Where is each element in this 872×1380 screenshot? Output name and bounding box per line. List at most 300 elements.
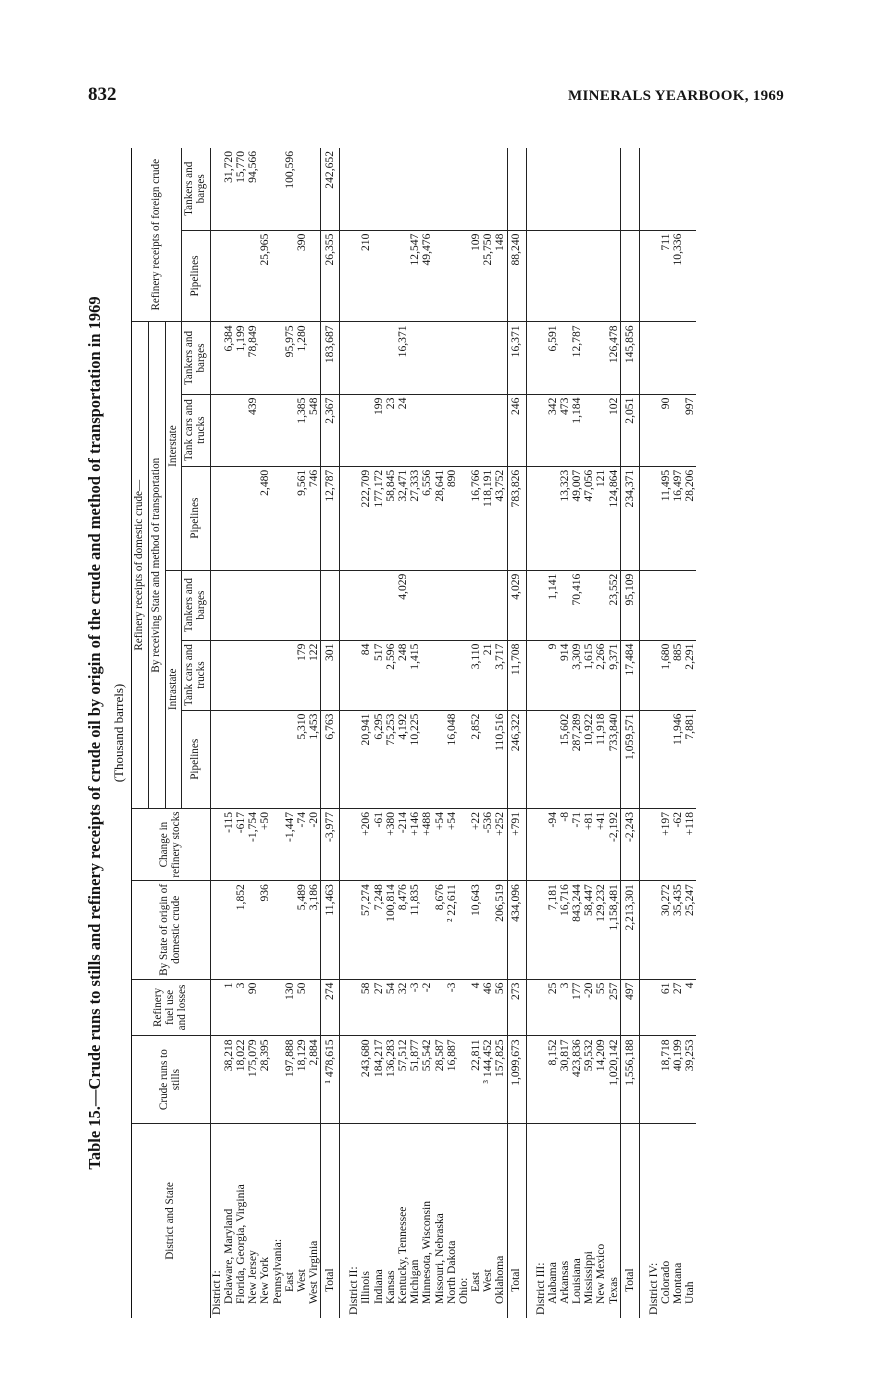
table-cell: 56 <box>494 979 507 1036</box>
table-row <box>684 148 696 1318</box>
table-cell <box>348 570 360 640</box>
table-cell: 843,244 <box>571 881 583 979</box>
table-cell <box>494 322 507 394</box>
table-cell <box>223 570 235 640</box>
header-district-state: District and State <box>132 1123 211 1318</box>
table-cell: 25,247 <box>684 881 696 979</box>
total-row <box>620 148 639 1318</box>
table-cell: 9,561 <box>296 466 308 570</box>
row-label: Total <box>507 1123 526 1318</box>
table-cell: +146 <box>409 808 421 880</box>
table-cell: 57,274 <box>360 881 372 979</box>
table-cell <box>272 808 284 880</box>
table-cell: 38,218 <box>223 1036 235 1123</box>
table-cell: -61 <box>373 808 385 880</box>
table-cell <box>494 570 507 640</box>
table-cell: 58 <box>360 979 372 1036</box>
header-intra-tank-cars: Tank cars and trucks <box>182 640 211 710</box>
row-label: Indiana <box>371 1269 385 1304</box>
table-cell: 2,367 <box>321 394 340 466</box>
table-cell <box>446 148 458 230</box>
table-cell <box>458 570 470 640</box>
table-cell <box>385 148 397 230</box>
table-cell: 3 <box>235 979 247 1036</box>
table-row <box>434 148 446 1318</box>
table-cell <box>272 230 284 322</box>
table-cell: 25 <box>547 979 559 1036</box>
table-cell: 473 <box>559 394 571 466</box>
table-cell <box>373 230 385 322</box>
table-row <box>446 148 458 1318</box>
table-cell: 27,333 <box>409 466 421 570</box>
table-cell <box>421 148 433 230</box>
row-label: Colorado <box>658 1260 672 1304</box>
table-cell: 1,615 <box>583 640 595 710</box>
table-cell: ¹ 478,615 <box>321 1036 340 1123</box>
table-cell: +488 <box>421 808 433 880</box>
table-cell: 126,478 <box>608 322 621 394</box>
table-cell <box>434 148 446 230</box>
table-cell: 4,029 <box>507 570 526 640</box>
table-cell <box>595 322 607 394</box>
table-cell <box>210 570 223 640</box>
table-cell <box>535 881 547 979</box>
table-cell: -3,977 <box>321 808 340 880</box>
table-cell <box>421 394 433 466</box>
table-cell: 94,566 <box>247 148 259 230</box>
table-cell <box>421 881 433 979</box>
table-cell: 390 <box>296 230 308 322</box>
table-cell: -214 <box>397 808 409 880</box>
row-label: Oklahoma <box>493 1255 507 1304</box>
table-cell: +81 <box>583 808 595 880</box>
table-cell <box>535 1036 547 1123</box>
table-cell <box>296 570 308 640</box>
table-cell: 49,007 <box>571 466 583 570</box>
table-cell: 1,852 <box>235 881 247 979</box>
header-by-state-origin: By State of origin of domestic crude <box>132 881 211 979</box>
table-cell <box>210 466 223 570</box>
table-cell: 184,217 <box>373 1036 385 1123</box>
row-label: Missouri, Nebraska <box>432 1213 446 1304</box>
table-cell: 16,887 <box>446 1036 458 1123</box>
table-cell <box>446 322 458 394</box>
table-cell: 885 <box>672 640 684 710</box>
table-row <box>247 148 259 1318</box>
table-cell: 47,056 <box>583 466 595 570</box>
table-cell: 109 <box>470 230 482 322</box>
table-cell: 548 <box>308 394 321 466</box>
table-cell: 1,059,571 <box>620 710 639 808</box>
table-cell: -536 <box>482 808 494 880</box>
table-cell: 11,495 <box>660 466 672 570</box>
table-cell: 11,463 <box>321 881 340 979</box>
table-cell: 2,266 <box>595 640 607 710</box>
table-cell: 18,129 <box>296 1036 308 1123</box>
table-cell: 711 <box>660 230 672 322</box>
table-cell <box>272 148 284 230</box>
table-cell: +252 <box>494 808 507 880</box>
table-cell: 234,371 <box>620 466 639 570</box>
table-cell: 177 <box>571 979 583 1036</box>
table-cell: 1,453 <box>308 710 321 808</box>
table-cell <box>608 230 621 322</box>
table-cell: 6,763 <box>321 710 340 808</box>
table-cell <box>308 570 321 640</box>
table-cell <box>259 710 271 808</box>
table-cell: 1,680 <box>660 640 672 710</box>
table-cell <box>210 710 223 808</box>
table-cell: -74 <box>296 808 308 880</box>
table-cell <box>482 148 494 230</box>
row-label: East <box>469 1272 483 1292</box>
table-cell <box>583 570 595 640</box>
table-cell: 25,965 <box>259 230 271 322</box>
table-cell: 2,051 <box>620 394 639 466</box>
table-row <box>494 148 507 1318</box>
table-cell: 28,395 <box>259 1036 271 1123</box>
table-cell: 242,652 <box>321 148 340 230</box>
table-cell: 197,888 <box>284 1036 296 1123</box>
table-cell: 30,817 <box>559 1036 571 1123</box>
table-cell: 25,750 <box>482 230 494 322</box>
table-cell: 199 <box>373 394 385 466</box>
table-cell: 179 <box>296 640 308 710</box>
table-cell <box>373 570 385 640</box>
header-foreign: Refinery receipts of foreign crude <box>132 148 182 322</box>
table-cell: 1,556,188 <box>620 1036 639 1123</box>
table-cell <box>434 322 446 394</box>
table-cell <box>308 148 321 230</box>
table-cell <box>210 394 223 466</box>
table-cell: 55 <box>595 979 607 1036</box>
header-refinery-receipts: Refinery receipts of domestic crude— <box>132 322 149 809</box>
table-cell: 20,941 <box>360 710 372 808</box>
table-row <box>308 148 321 1318</box>
table-cell: -3 <box>446 979 458 1036</box>
table-cell: 342 <box>547 394 559 466</box>
table-cell: 4 <box>470 979 482 1036</box>
table-cell <box>684 230 696 322</box>
table-cell: 24 <box>397 394 409 466</box>
table-cell: 9 <box>547 640 559 710</box>
table-row <box>272 148 284 1318</box>
row-label: Florida, Georgia, Virginia <box>234 1184 248 1304</box>
table-cell <box>272 640 284 710</box>
table-cell: 136,283 <box>385 1036 397 1123</box>
table-cell: 27 <box>672 979 684 1036</box>
table-cell: -71 <box>571 808 583 880</box>
table-cell <box>272 394 284 466</box>
table-cell <box>583 230 595 322</box>
table-cell: +206 <box>360 808 372 880</box>
table-cell: 84 <box>360 640 372 710</box>
table-cell: 7,881 <box>684 710 696 808</box>
table-cell <box>559 230 571 322</box>
table-cell: 16,371 <box>397 322 409 394</box>
spacer-row <box>340 148 349 1318</box>
table-cell <box>535 570 547 640</box>
table-cell: 58,447 <box>583 881 595 979</box>
table-cell: 1,158,481 <box>608 881 621 979</box>
table-cell: 26,355 <box>321 230 340 322</box>
table-cell <box>458 394 470 466</box>
table-cell <box>482 570 494 640</box>
table-cell: 129,232 <box>595 881 607 979</box>
table-cell <box>470 322 482 394</box>
table-subtitle: (Thousand barrels) <box>111 683 126 783</box>
table-cell: 16,766 <box>470 466 482 570</box>
table-row <box>223 148 235 1318</box>
row-label: District II: <box>347 1266 361 1315</box>
table-cell: 35,435 <box>672 881 684 979</box>
table-cell: 5,310 <box>296 710 308 808</box>
table-cell: 746 <box>308 466 321 570</box>
row-label: Alabama <box>545 1262 559 1304</box>
row-label: Ohio: <box>456 1277 470 1304</box>
row-label: Kentucky, Tennessee <box>395 1206 409 1304</box>
table-cell <box>684 322 696 394</box>
table-cell <box>409 570 421 640</box>
table-cell: +54 <box>446 808 458 880</box>
table-cell: 248 <box>397 640 409 710</box>
table-cell <box>620 230 639 322</box>
table-cell: 301 <box>321 640 340 710</box>
table-row <box>421 148 433 1318</box>
table-cell: 2,852 <box>470 710 482 808</box>
header-crude-runs: Crude runs to stills <box>132 1036 211 1123</box>
row-label: New Mexico <box>594 1243 608 1304</box>
table-cell <box>235 230 247 322</box>
table-cell <box>247 640 259 710</box>
header-interstate: Interstate <box>165 322 182 570</box>
table-cell <box>223 230 235 322</box>
table-cell: 2,480 <box>259 466 271 570</box>
table-cell: 246 <box>507 394 526 466</box>
table-cell: 3,186 <box>308 881 321 979</box>
header-intra-tankers: Tankers and barges <box>182 570 211 640</box>
table-cell: 274 <box>321 979 340 1036</box>
row-label: Total <box>620 1123 639 1318</box>
table-cell: 936 <box>259 881 271 979</box>
table-cell <box>223 710 235 808</box>
table-cell <box>434 570 446 640</box>
table-cell: 15,602 <box>559 710 571 808</box>
crude-runs-table <box>131 148 696 1318</box>
table-cell <box>409 148 421 230</box>
table-cell <box>595 230 607 322</box>
table-cell: 287,289 <box>571 710 583 808</box>
row-label: North Dakota <box>444 1240 458 1304</box>
table-cell: 2,884 <box>308 1036 321 1123</box>
row-label: Pennsylvania: <box>270 1238 284 1304</box>
table-cell <box>247 570 259 640</box>
table-cell: +380 <box>385 808 397 880</box>
table-cell <box>223 640 235 710</box>
table-cell: 8,152 <box>547 1036 559 1123</box>
table-cell <box>470 148 482 230</box>
table-cell: -2,243 <box>620 808 639 880</box>
table-cell: 27 <box>373 979 385 1036</box>
table-cell <box>458 148 470 230</box>
table-cell: 497 <box>620 979 639 1036</box>
table-cell <box>272 466 284 570</box>
row-label: West <box>481 1269 495 1292</box>
table-cell: 4 <box>684 979 696 1036</box>
spacer-row <box>639 148 648 1318</box>
table-cell: 100,814 <box>385 881 397 979</box>
table-cell: 16,716 <box>559 881 571 979</box>
table-cell <box>470 394 482 466</box>
table-cell: 118,191 <box>482 466 494 570</box>
table-cell: 222,709 <box>360 466 372 570</box>
header-intra-pipelines: Pipelines <box>182 710 211 808</box>
table-cell: 145,856 <box>620 322 639 394</box>
table-cell: 206,519 <box>494 881 507 979</box>
table-cell: 2,213,301 <box>620 881 639 979</box>
table-row <box>595 148 607 1318</box>
table-cell: -62 <box>672 808 684 880</box>
table-cell: -20 <box>308 808 321 880</box>
table-cell <box>648 570 660 640</box>
table-cell: 434,096 <box>507 881 526 979</box>
row-label: West <box>294 1269 308 1292</box>
row-label: Texas <box>606 1277 620 1304</box>
table-cell: +118 <box>684 808 696 880</box>
table-row <box>235 148 247 1318</box>
table-cell: 177,172 <box>373 466 385 570</box>
table-cell <box>259 979 271 1036</box>
table-cell: 110,516 <box>494 710 507 808</box>
table-cell: 55,542 <box>421 1036 433 1123</box>
table-cell: 4,192 <box>397 710 409 808</box>
table-cell <box>223 466 235 570</box>
table-cell: 12,547 <box>409 230 421 322</box>
table-cell: 6,295 <box>373 710 385 808</box>
table-cell <box>397 148 409 230</box>
table-cell: +197 <box>660 808 672 880</box>
row-label: District IV: <box>646 1262 660 1315</box>
table-cell: 11,835 <box>409 881 421 979</box>
table-cell: -20 <box>583 979 595 1036</box>
running-head: MINERALS YEARBOOK, 1969 <box>568 88 784 104</box>
table-cell: 43,752 <box>494 466 507 570</box>
table-cell: 61 <box>660 979 672 1036</box>
table-cell: 17,484 <box>620 640 639 710</box>
table-cell <box>494 394 507 466</box>
table-cell: 157,825 <box>494 1036 507 1123</box>
table-cell: 6,591 <box>547 322 559 394</box>
table-cell: 15,770 <box>235 148 247 230</box>
table-cell <box>595 394 607 466</box>
header-fuel-use: Refinery fuel use and losses <box>132 979 211 1036</box>
table-cell <box>672 570 684 640</box>
table-cell <box>434 640 446 710</box>
row-label: Utah <box>683 1281 697 1304</box>
table-row <box>373 148 385 1318</box>
table-cell <box>535 640 547 710</box>
table-cell: 13,323 <box>559 466 571 570</box>
table-cell: -2 <box>421 979 433 1036</box>
table-cell: 18,022 <box>235 1036 247 1123</box>
table-cell: 7,181 <box>547 881 559 979</box>
table-cell <box>259 322 271 394</box>
table-cell: 75,253 <box>385 710 397 808</box>
table-cell: +791 <box>507 808 526 880</box>
table-cell: 32 <box>397 979 409 1036</box>
table-cell <box>284 570 296 640</box>
table-cell: 14,209 <box>595 1036 607 1123</box>
header-foreign-pipelines: Pipelines <box>182 230 211 322</box>
table-cell <box>595 570 607 640</box>
table-cell: 49,476 <box>421 230 433 322</box>
table-cell: 11,708 <box>507 640 526 710</box>
table-cell: 2,291 <box>684 640 696 710</box>
table-cell: 21 <box>482 640 494 710</box>
table-cell <box>535 466 547 570</box>
page-number: 832 <box>88 84 117 105</box>
table-cell: 23 <box>385 394 397 466</box>
table-cell <box>259 570 271 640</box>
table-cell: 12,787 <box>571 322 583 394</box>
table-cell: 16,497 <box>672 466 684 570</box>
table-cell: 90 <box>247 979 259 1036</box>
table-cell: 90 <box>660 394 672 466</box>
table-cell <box>434 710 446 808</box>
table-cell: 95,975 <box>284 322 296 394</box>
table-cell <box>421 710 433 808</box>
table-cell <box>235 710 247 808</box>
table-cell <box>583 394 595 466</box>
table-cell <box>210 230 223 322</box>
table-cell <box>571 230 583 322</box>
table-cell: 11,918 <box>595 710 607 808</box>
table-cell <box>446 394 458 466</box>
table-row <box>608 148 621 1318</box>
table-cell <box>272 710 284 808</box>
table-cell: 18,718 <box>660 1036 672 1123</box>
table-cell: 175,079 <box>247 1036 259 1123</box>
table-cell: 1,415 <box>409 640 421 710</box>
table-cell <box>571 148 583 230</box>
table-cell <box>434 230 446 322</box>
table-cell: 78,849 <box>247 322 259 394</box>
table-cell: ² 22,611 <box>446 881 458 979</box>
row-label: District I: <box>209 1270 223 1315</box>
table-cell <box>434 394 446 466</box>
table-cell <box>547 148 559 230</box>
table-cell <box>494 148 507 230</box>
table-cell <box>210 640 223 710</box>
table-cell <box>247 710 259 808</box>
total-row <box>507 148 526 1318</box>
table-cell: 1,199 <box>235 322 247 394</box>
table-cell <box>259 148 271 230</box>
table-cell <box>595 148 607 230</box>
table-cell <box>348 394 360 466</box>
table-cell <box>482 322 494 394</box>
table-cell: 783,826 <box>507 466 526 570</box>
table-cell <box>583 322 595 394</box>
table-cell <box>385 230 397 322</box>
table-cell <box>660 148 672 230</box>
table-cell <box>421 322 433 394</box>
table-cell <box>308 322 321 394</box>
table-cell: 102 <box>608 394 621 466</box>
table-cell <box>507 148 526 230</box>
table-cell: 2,596 <box>385 640 397 710</box>
table-cell: 32,471 <box>397 466 409 570</box>
